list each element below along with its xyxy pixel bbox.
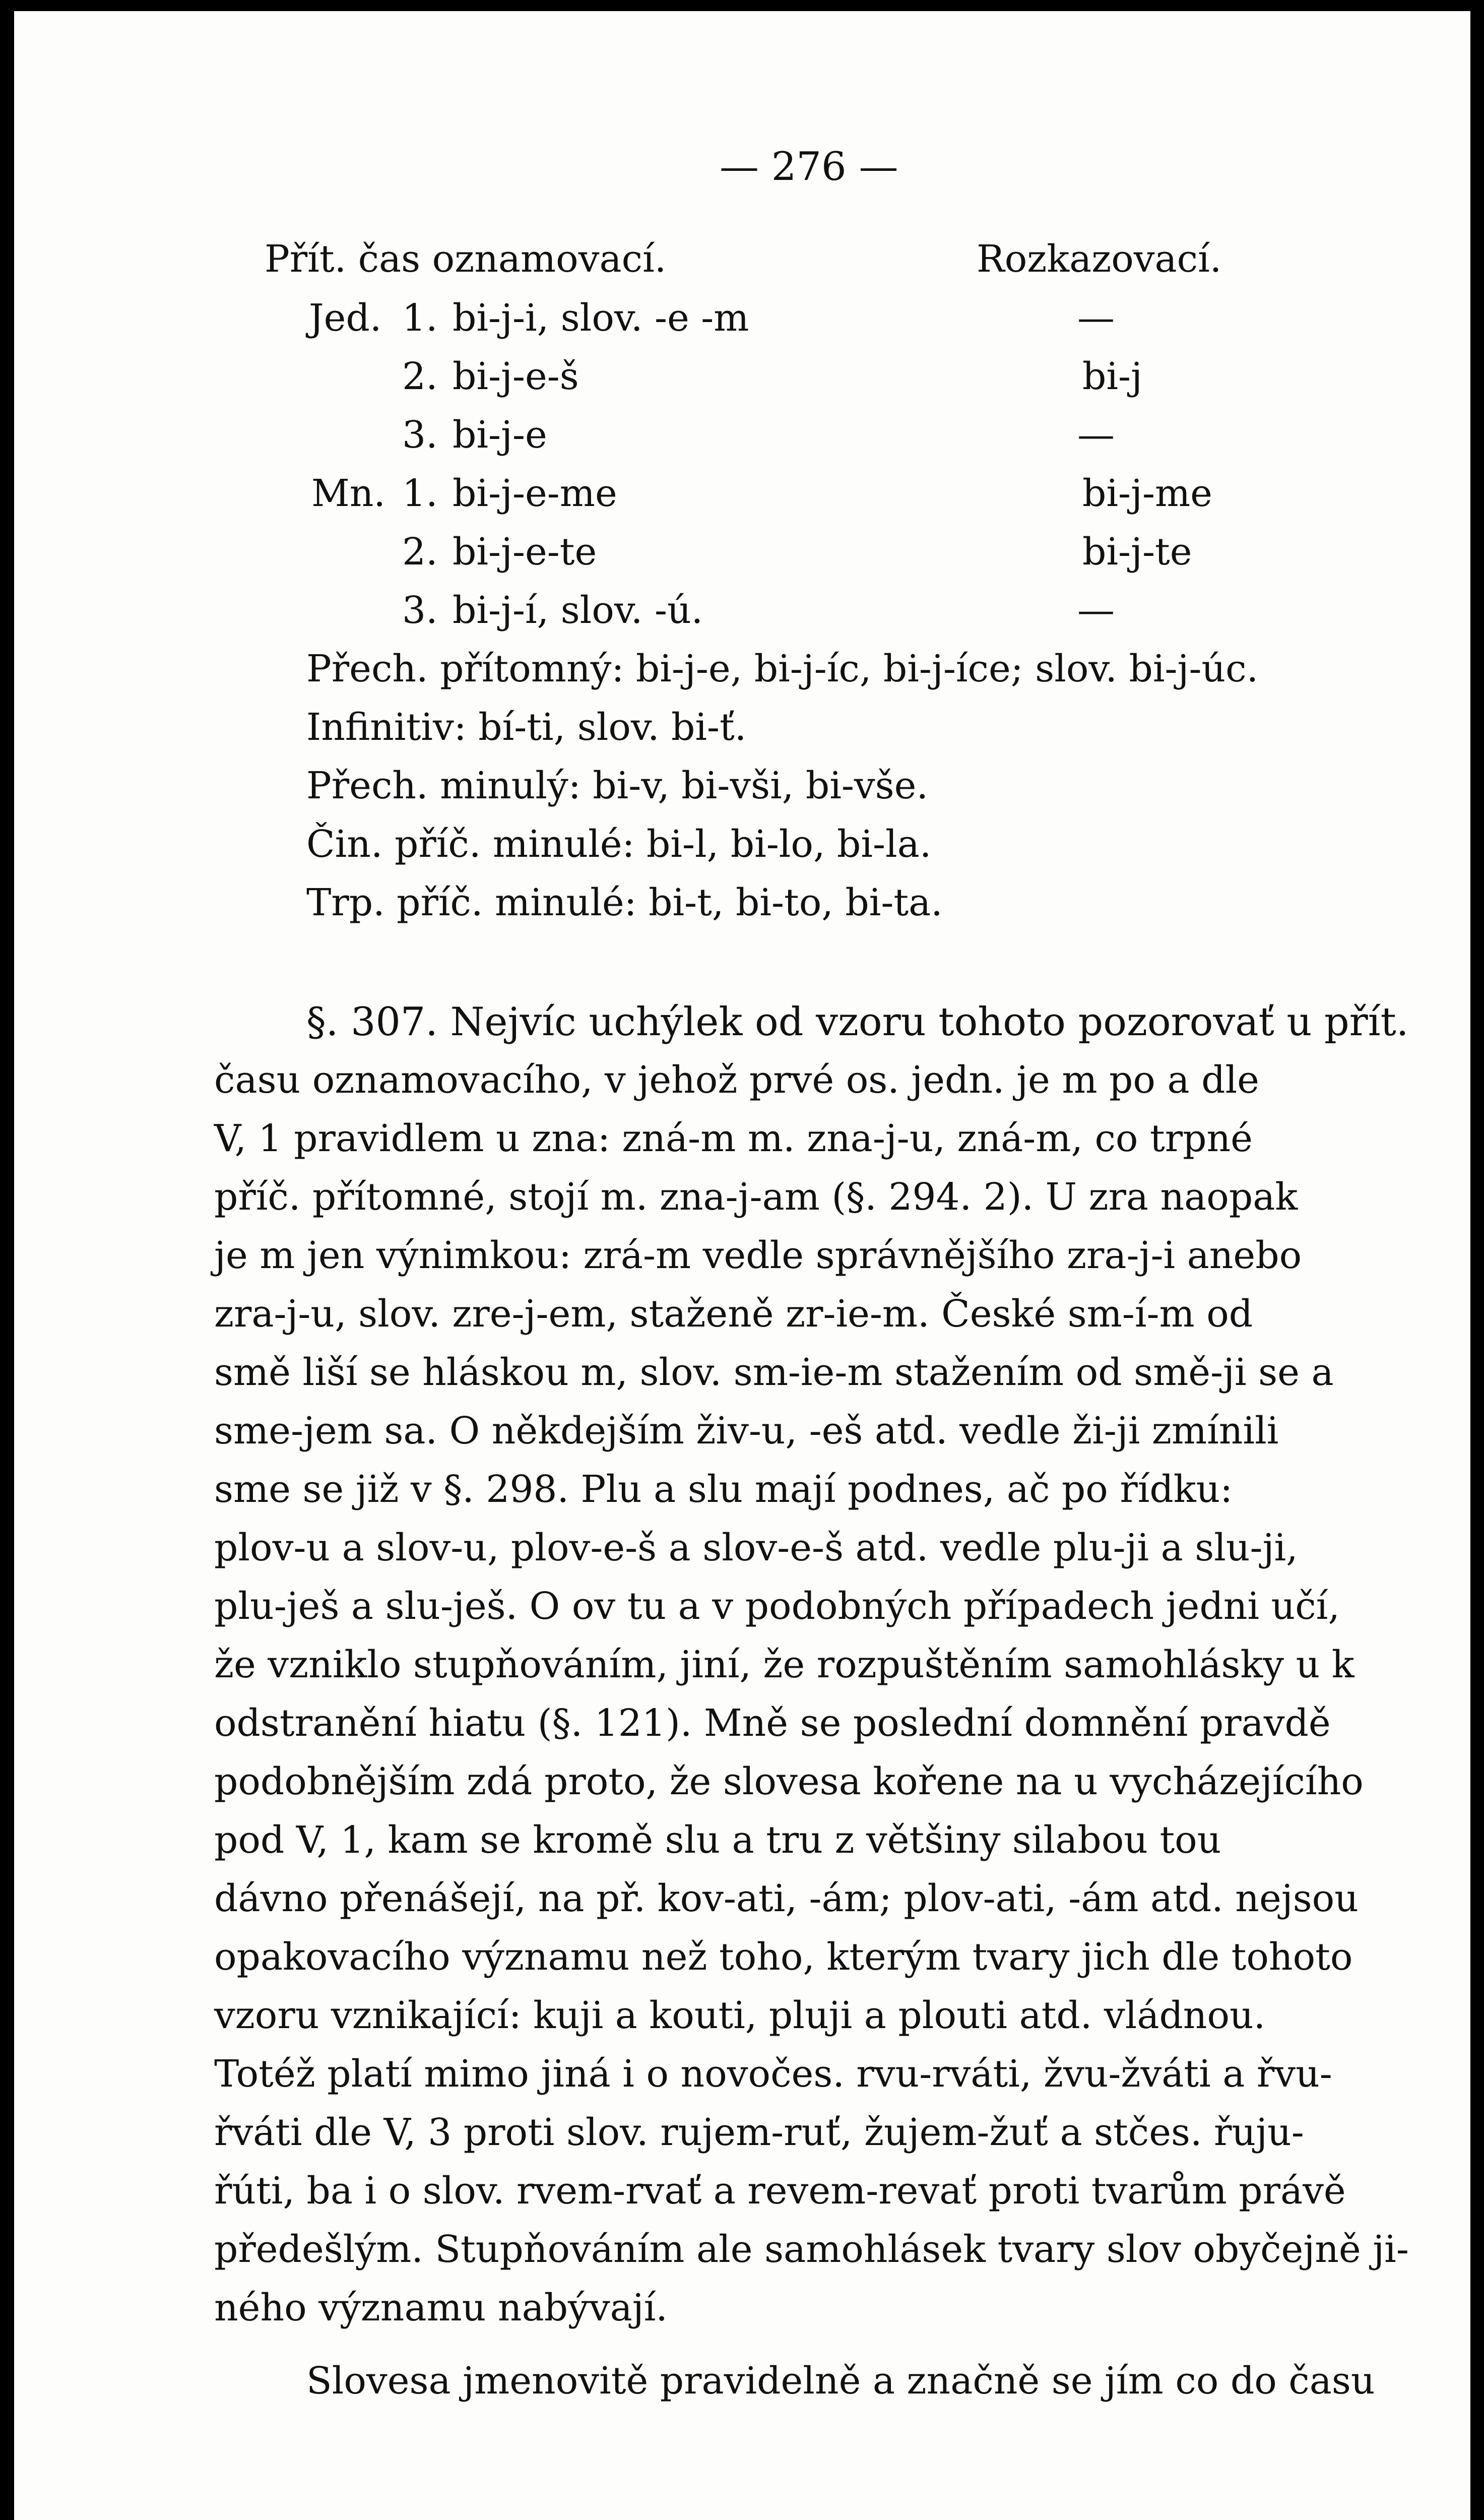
paragraph-first-line: Slovesa jmenovitě pravidelně a značně se jím co do času <box>306 2359 1375 2403</box>
row-imperative: — <box>1077 413 1115 457</box>
paragraph-line: je m jen výnimkou: zrá-m vedle správnějšího zra-j-i anebo <box>214 1234 1302 1277</box>
verb-form-line: Infinitiv: bí-ti, slov. bi-ť. <box>306 706 747 749</box>
verb-form-line: Přech. minulý: bi-v, bi-vši, bi-vše. <box>306 764 928 807</box>
paragraph-line: že vzniklo stupňováním, jiní, že rozpuštěním samohlásky u k <box>214 1643 1354 1686</box>
row-prefix: Jed. <box>309 296 382 340</box>
verb-form-line: Čin. příč. minulé: bi-l, bi-lo, bi-la. <box>306 823 932 866</box>
row-form: bi-j-e-š <box>453 355 579 398</box>
row-imperative: — <box>1077 589 1115 632</box>
row-form: bi-j-i, slov. -e -m <box>453 296 749 340</box>
row-number: 1. <box>402 472 438 515</box>
paragraph-line: pod V, 1, kam se kromě slu a tru z většiny silabou tou <box>214 1818 1221 1862</box>
paragraph-line: odstranění hiatu (§. 121). Mně se poslední domnění pravdě <box>214 1702 1331 1745</box>
row-form: bi-j-e-te <box>453 530 597 574</box>
paragraph-line: zra-j-u, slov. zre-j-em, staženě zr-ie-m. České sm-í-m od <box>214 1292 1253 1336</box>
paragraph-line: smě liší se hláskou m, slov. sm-ie-m stažením od smě-ji se a <box>214 1351 1334 1394</box>
paragraph-line: opakovacího významu než toho, kterým tvary jich dle tohoto <box>214 1935 1353 1979</box>
paragraph-line: V, 1 pravidlem u zna: zná-m m. zna-j-u, zná-m, co trpné <box>214 1117 1253 1160</box>
table-header-right: Rozkazovací. <box>977 237 1222 281</box>
row-number: 3. <box>402 589 438 632</box>
book-page <box>14 11 1470 2520</box>
paragraph-line: předešlým. Stupňováním ale samohlásek tvary slov obyčejně ji- <box>214 2228 1409 2271</box>
row-imperative: bi-j <box>1082 355 1142 398</box>
paragraph-line: plov-u a slov-u, plov-e-š a slov-e-š atd. vedle plu-ji a slu-ji, <box>214 1526 1298 1569</box>
row-imperative: — <box>1077 296 1115 340</box>
paragraph-line: §. 307. Nejvíc uchýlek od vzoru tohoto pozorovať u přít. <box>306 999 1409 1045</box>
row-form: bi-j-í, slov. -ú. <box>453 589 703 632</box>
paragraph-line: Totéž platí mimo jiná i o novočes. rvu-rváti, žvu-žváti a řvu- <box>214 2052 1332 2096</box>
paragraph-line: sme-jem sa. O někdejším živ-u, -eš atd. vedle ži-ji zmínili <box>214 1409 1279 1453</box>
verb-form-line: Trp. příč. minulé: bi-t, bi-to, bi-ta. <box>306 881 943 924</box>
row-number: 1. <box>402 296 438 340</box>
row-imperative: bi-j-te <box>1082 530 1192 574</box>
row-number: 2. <box>402 530 438 574</box>
paragraph-line: vzoru vznikající: kuji a kouti, pluji a plouti atd. vládnou. <box>214 1994 1266 2037</box>
paragraph-line: příč. přítomné, stojí m. zna-j-am (§. 294. 2). U zra naopak <box>214 1175 1298 1219</box>
paragraph-line: řváti dle V, 3 proti slov. rujem-ruť, žujem-žuť a stčes. řuju- <box>214 2111 1304 2154</box>
paragraph-line: dávno přenášejí, na př. kov-ati, -ám; plov-ati, -ám atd. nejsou <box>214 1877 1359 1920</box>
paragraph-line: plu-ješ a slu-ješ. O ov tu a v podobných případech jedni učí, <box>214 1585 1340 1628</box>
row-number: 2. <box>402 355 438 398</box>
verb-form-line: Přech. přítomný: bi-j-e, bi-j-íc, bi-j-íce; slov. bi-j-úc. <box>306 647 1259 690</box>
paragraph-line: podobnějším zdá proto, že slovesa kořene na u vycházejícího <box>214 1760 1364 1803</box>
paragraph-line: času oznamovacího, v jehož prvé os. jedn. je m po a dle <box>214 1058 1259 1102</box>
row-imperative: bi-j-me <box>1082 472 1212 515</box>
paragraph-line: sme se již v §. 298. Plu a slu mají podnes, ač po řídku: <box>214 1468 1233 1511</box>
row-number: 3. <box>402 413 438 457</box>
page-number: — 276 — <box>720 144 898 190</box>
row-form: bi-j-e-me <box>453 472 617 515</box>
paragraph-line: řúti, ba i o slov. rvem-rvať a revem-revať proti tvarům právě <box>214 2169 1346 2213</box>
row-prefix: Mn. <box>311 472 385 515</box>
paragraph-line: ného významu nabývají. <box>214 2286 668 2329</box>
table-header-left: Přít. čas oznamovací. <box>265 237 667 281</box>
row-form: bi-j-e <box>453 413 547 457</box>
